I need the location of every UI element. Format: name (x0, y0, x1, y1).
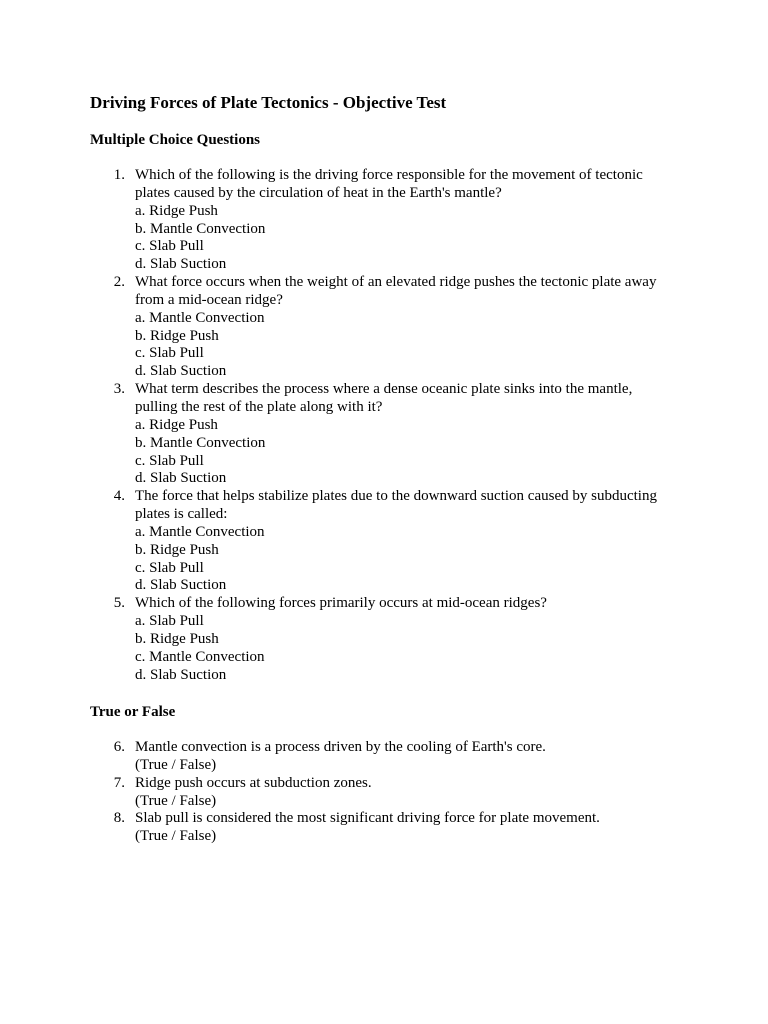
answer-option: (True / False) (135, 828, 217, 845)
answer-option: b. Mantle Convection (135, 220, 266, 237)
question-number: 1. (113, 167, 125, 183)
question-number: 2. (113, 274, 125, 291)
answer-option: d. Slab Suction (135, 470, 227, 487)
question-number: 3. (113, 381, 125, 398)
answer-option: c. Slab Pull (135, 345, 204, 362)
question-text: Which of the following forces primarily occurs at mid-ocean ridges? (135, 595, 547, 612)
question-item (0, 810, 665, 846)
question-item (0, 274, 665, 381)
answer-option: c. Slab Pull (135, 452, 204, 469)
question-item (0, 167, 665, 274)
question-number: 5. (113, 595, 125, 612)
question-text: Ridge push occurs at subduction zones. (135, 774, 372, 791)
question-text: What term describes the process where a dense oceanic plate sinks into the mantle, pulling the rest of the plate along with it? (135, 381, 633, 415)
document-title: Driving Forces of Plate Tectonics - Objective Test (90, 93, 447, 112)
answer-option: d. Slab Suction (135, 577, 227, 594)
answer-option: d. Slab Suction (135, 363, 227, 380)
answer-option: (True / False) (135, 792, 217, 809)
question-number: 6. (113, 739, 125, 755)
question-number: 4. (113, 488, 125, 505)
multiple-choice-question-list (0, 167, 768, 684)
question-item (0, 381, 665, 488)
question-item (0, 775, 665, 811)
answer-option: d. Slab Suction (135, 666, 227, 683)
multiple-choice-heading: Multiple Choice Questions (90, 132, 261, 148)
answer-option: (True / False) (135, 756, 217, 773)
question-text: What force occurs when the weight of an elevated ridge pushes the tectonic plate away from a mid-ocean ridge? (135, 274, 657, 308)
answer-option: c. Slab Pull (135, 238, 204, 255)
question-text: Mantle convection is a process driven by the cooling of Earth's core. (135, 739, 546, 755)
answer-option: b. Mantle Convection (135, 434, 266, 451)
question-text: The force that helps stabilize plates due to the downward suction caused by subducting plates is called: (135, 488, 657, 523)
question-item (0, 739, 665, 775)
question-text: Slab pull is considered the most significant driving force for plate movement. (135, 810, 600, 827)
answer-option: c. Mantle Convection (135, 648, 265, 665)
question-number: 7. (113, 774, 125, 791)
answer-option: a. Mantle Convection (135, 309, 265, 326)
answer-option: a. Mantle Convection (135, 523, 265, 540)
answer-option: b. Ridge Push (135, 630, 219, 647)
answer-option: d. Slab Suction (135, 256, 227, 273)
answer-option: b. Ridge Push (135, 541, 219, 558)
question-item (0, 488, 665, 595)
answer-option: c. Slab Pull (135, 559, 204, 576)
question-text: Which of the following is the driving force responsible for the movement of tectonic plates caused by the circulation of heat in the Earth's mantle? (135, 167, 643, 201)
answer-option: a. Ridge Push (135, 416, 218, 433)
true-false-heading: True or False (90, 704, 176, 720)
question-number: 8. (113, 810, 125, 827)
true-false-question-list (0, 739, 768, 846)
question-item (0, 595, 665, 684)
answer-option: b. Ridge Push (135, 327, 219, 344)
answer-option: a. Slab Pull (135, 613, 204, 630)
answer-option: a. Ridge Push (135, 202, 218, 219)
